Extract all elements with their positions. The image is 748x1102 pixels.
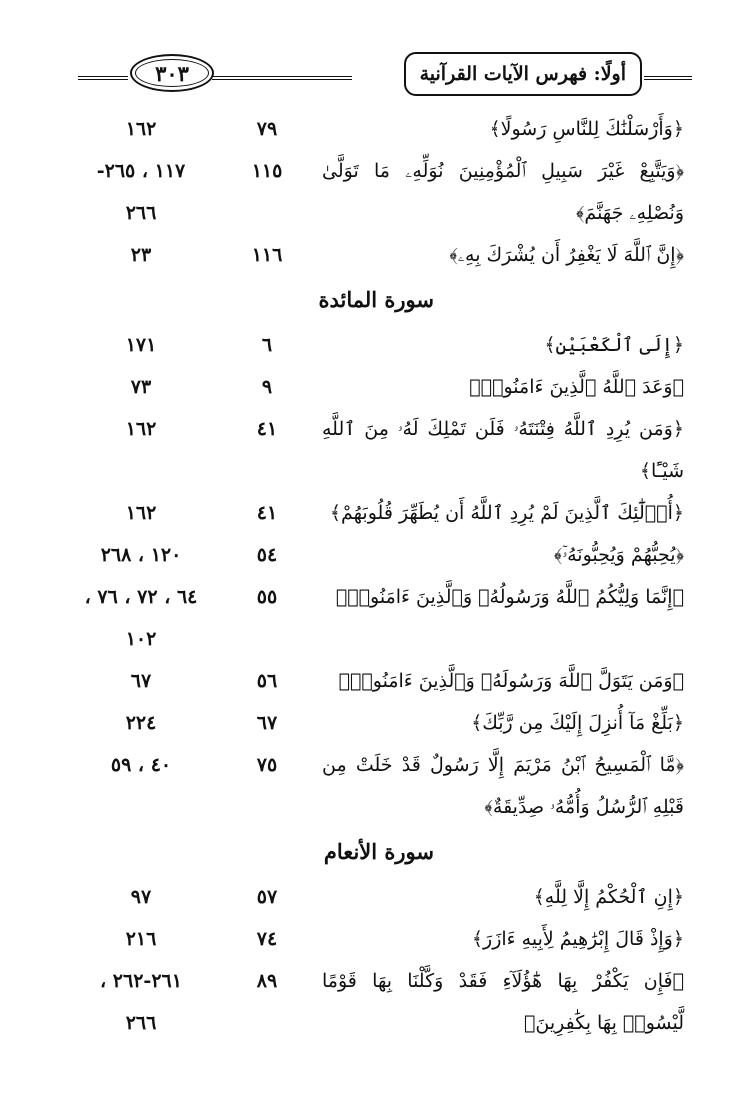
page-reference: ٢٦١-٢٦٢ ،: [100, 970, 182, 992]
ayah-number: ١١٦: [251, 244, 283, 266]
header-rule-right: [644, 76, 692, 80]
verse-text: ﴿يُحِبُّهُمْ وَيُحِبُّونَهُۥٓ﴾: [553, 544, 684, 566]
index-row: [70, 492, 684, 534]
page-references: [70, 744, 212, 828]
ayah-number: ١١٥: [251, 160, 283, 182]
ayah-number: ٧٤: [256, 928, 278, 950]
index-row: [70, 744, 684, 828]
page-reference: ٢٢٤: [125, 712, 157, 734]
page-number: ٣٠٣: [130, 54, 214, 92]
index-row: [70, 108, 684, 150]
page-reference: ٢١٦: [125, 928, 157, 950]
page-references: [70, 408, 212, 492]
index-row: [70, 960, 684, 1044]
verse-text: ﴿وَعَدَ ٱللَّهُ ٱلَّذِينَ ءَامَنُوا۟﴾: [469, 376, 684, 398]
ayah-number: ٥٥: [256, 586, 278, 608]
index-row: [70, 366, 684, 408]
header-rule-left: [78, 76, 128, 80]
header-rule-middle: [212, 76, 352, 80]
verse-text: ﴿أُو۟لَٰٓئِكَ ٱلَّذِينَ لَمْ يُرِدِ ٱللَّهُ أَن يُطَهِّرَ قُلُوبَهُمْ﴾: [329, 502, 684, 524]
page-reference: ١٧١: [125, 334, 157, 356]
page-references: [70, 324, 212, 366]
verse-text: ﴿وَمَن يَتَوَلَّ ٱللَّهَ وَرَسُولَهُۥ وَٱلَّذِينَ ءَامَنُوا۟﴾: [338, 670, 684, 692]
page-references: [70, 150, 212, 234]
page-title: أولًا: فهرس الآيات القرآنية: [404, 52, 642, 96]
surah-title: سورة المائدة: [318, 287, 434, 312]
page-references: [70, 660, 212, 702]
verse-text: ﴿وَيَتَّبِعْ غَيْرَ سَبِيلِ ٱلْمُؤْمِنِينَ نُوَلِّهِۦ مَا تَوَلَّىٰ وَنُصْلِهِۦ جَهَنَّمَ﴾: [322, 160, 684, 224]
page-references: [70, 534, 212, 576]
index-row: [70, 534, 684, 576]
verse-text: ﴿بَلِّغْ مَآ أُنزِلَ إِلَيْكَ مِن رَّبِّكَ﴾: [471, 712, 684, 734]
ayah-number: ٥٦: [256, 670, 278, 692]
page-reference: ١١٧ ، ٢٦٥-: [96, 160, 186, 182]
page-references: [70, 366, 212, 408]
page-references: [70, 108, 212, 150]
page-reference: ١٠٢: [125, 628, 157, 650]
page-reference: ١٦٢: [125, 118, 157, 140]
verse-text: ﴿فَإِن يَكْفُرْ بِهَا هَٰٓؤُلَآءِ فَقَدْ وَكَّلْنَا بِهَا قَوْمًا لَّيْسُوا۟ بِهَا بِكَٰفِرِينَ﴾: [322, 970, 684, 1034]
verse-text: ﴿مَّا ٱلْمَسِيحُ ٱبْنُ مَرْيَمَ إِلَّا رَسُولٌ قَدْ خَلَتْ مِن قَبْلِهِ ٱلرُّسُلُ وَأُمُّهُۥ صِدِّيقَةٌ﴾: [322, 754, 684, 818]
verse-text: ﴿إِنَّمَا وَلِيُّكُمُ ٱللَّهُ وَرَسُولُهُۥ وَٱلَّذِينَ ءَامَنُوا۟﴾: [335, 586, 684, 608]
verse-text: ﴿وَمَن يُرِدِ ٱللَّهُ فِتْنَتَهُۥ فَلَن تَمْلِكَ لَهُۥ مِنَ ٱللَّهِ شَيْـًٔا﴾: [322, 418, 684, 482]
ayah-number: ٧٥: [256, 754, 278, 776]
page-references: [70, 576, 212, 660]
page-references: [70, 876, 212, 918]
page-reference: ٩٧: [130, 886, 152, 908]
index-row: [70, 408, 684, 492]
surah-title: سورة الأنعام: [323, 839, 434, 864]
verse-text: ﴿إِلَى ٱلْكَعْبَيْنِ﴾: [544, 334, 684, 356]
page-reference: ٦٧: [130, 670, 152, 692]
page-reference: ٤٠ ، ٥٩: [110, 754, 172, 776]
ayah-number: ٨٩: [256, 970, 278, 992]
page-reference: ١٢٠ ، ٢٦٨: [100, 544, 182, 566]
verse-text: ﴿وَإِذْ قَالَ إِبْرَٰهِيمُ لِأَبِيهِ ءَازَرَ﴾: [471, 928, 684, 950]
page-reference: ٢٦٦: [125, 202, 157, 224]
index-row: [70, 576, 684, 660]
page-reference: ١٦٢: [125, 502, 157, 524]
index-row: [70, 702, 684, 744]
page-header: [78, 52, 692, 98]
index-row: [70, 150, 684, 234]
ayah-number: ٩: [261, 376, 273, 398]
verse-text: ﴿إِنَّ ٱللَّهَ لَا يَغْفِرُ أَن يُشْرَكَ بِهِۦ﴾: [449, 244, 684, 266]
index-row: [70, 876, 684, 918]
index-row: [70, 660, 684, 702]
page-references: [70, 702, 212, 744]
page-reference: ٦٤ ، ٧٢ ، ٧٦ ،: [84, 586, 198, 608]
ayah-number: ٥٤: [256, 544, 278, 566]
page-references: [70, 960, 212, 1044]
verse-text: ﴿وَأَرْسَلْنَٰكَ لِلنَّاسِ رَسُولًا﴾: [489, 118, 684, 140]
page-reference: ٢٣: [130, 244, 152, 266]
page-references: [70, 234, 212, 276]
index-row: [70, 324, 684, 366]
page-references: [70, 918, 212, 960]
ayah-number: ٥٧: [256, 886, 278, 908]
verse-text: ﴿إِنِ ٱلْحُكْمُ إِلَّا لِلَّهِ﴾: [533, 886, 684, 908]
verse-index: [70, 108, 684, 1044]
ayah-number: ٧٩: [256, 118, 278, 140]
ayah-number: ٤١: [256, 418, 278, 440]
page-reference: ١٦٢: [125, 418, 157, 440]
ayah-number: ٤١: [256, 502, 278, 524]
page-reference: ٧٣: [130, 376, 152, 398]
ayah-number: ٦: [261, 334, 273, 356]
index-row: [70, 918, 684, 960]
ayah-number: ٦٧: [256, 712, 278, 734]
page-reference: ٢٦٦: [125, 1012, 157, 1034]
index-row: [70, 234, 684, 276]
page-references: [70, 492, 212, 534]
